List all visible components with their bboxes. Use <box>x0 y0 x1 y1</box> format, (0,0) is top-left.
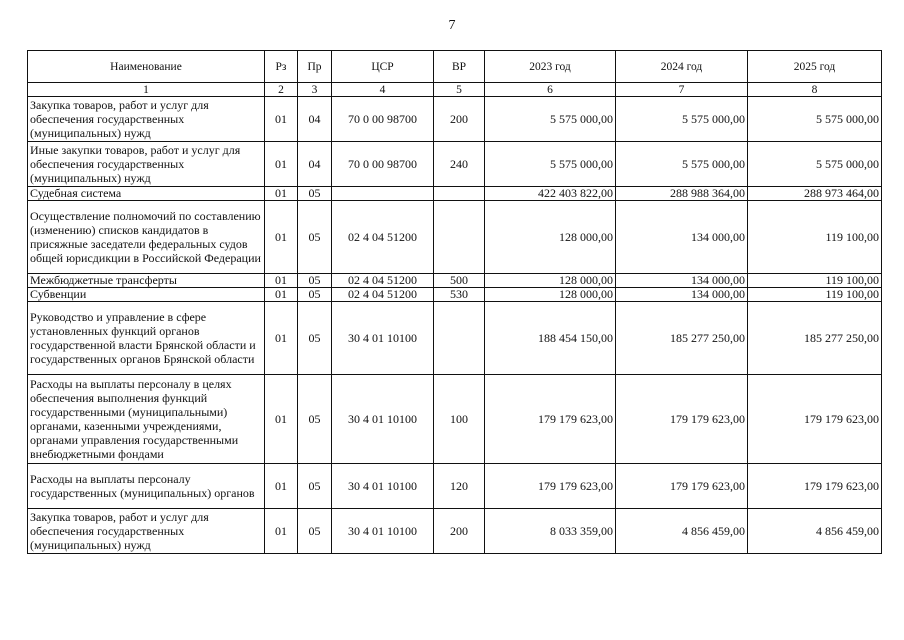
row-name: Закупка товаров, работ и услуг для обеспечения государственных (муниципальных) нужд <box>28 97 265 142</box>
row-amount-2025: 288 973 464,00 <box>748 187 882 201</box>
row-amount-2023: 128 000,00 <box>485 274 616 288</box>
row-name: Судебная система <box>28 187 265 201</box>
row-amount-2024: 4 856 459,00 <box>616 509 748 554</box>
column-header: 2024 год <box>616 51 748 83</box>
row-name: Закупка товаров, работ и услуг для обеспечения государственных (муниципальных) нужд <box>28 509 265 554</box>
row-csr: 30 4 01 10100 <box>332 509 434 554</box>
row-csr: 02 4 04 51200 <box>332 201 434 274</box>
row-name: Иные закупки товаров, работ и услуг для обеспечения государственных (муниципальных) нужд <box>28 142 265 187</box>
column-header: ВР <box>434 51 485 83</box>
row-pr: 05 <box>298 187 332 201</box>
table-row <box>28 464 882 509</box>
row-amount-2024: 134 000,00 <box>616 288 748 302</box>
row-vr: 120 <box>434 464 485 509</box>
column-number: 2 <box>265 83 298 97</box>
row-rz: 01 <box>265 97 298 142</box>
row-amount-2024: 134 000,00 <box>616 201 748 274</box>
row-vr <box>434 302 485 375</box>
row-amount-2023: 8 033 359,00 <box>485 509 616 554</box>
row-pr: 05 <box>298 201 332 274</box>
budget-table <box>27 50 882 554</box>
column-number: 6 <box>485 83 616 97</box>
row-amount-2023: 179 179 623,00 <box>485 375 616 464</box>
row-pr: 05 <box>298 302 332 375</box>
column-number: 1 <box>28 83 265 97</box>
row-vr: 100 <box>434 375 485 464</box>
row-amount-2025: 4 856 459,00 <box>748 509 882 554</box>
row-rz: 01 <box>265 509 298 554</box>
row-amount-2023: 422 403 822,00 <box>485 187 616 201</box>
row-vr <box>434 201 485 274</box>
row-vr: 530 <box>434 288 485 302</box>
row-name: Субвенции <box>28 288 265 302</box>
row-rz: 01 <box>265 201 298 274</box>
table-row <box>28 187 882 201</box>
column-header: Наименование <box>28 51 265 83</box>
row-amount-2024: 185 277 250,00 <box>616 302 748 375</box>
table-row <box>28 375 882 464</box>
table-row <box>28 274 882 288</box>
row-amount-2023: 128 000,00 <box>485 288 616 302</box>
row-csr: 30 4 01 10100 <box>332 375 434 464</box>
row-amount-2025: 179 179 623,00 <box>748 464 882 509</box>
column-header: Рз <box>265 51 298 83</box>
row-vr: 200 <box>434 509 485 554</box>
row-csr: 70 0 00 98700 <box>332 142 434 187</box>
row-name: Руководство и управление в сфере установленных функций органов государственной власти Брянской области и государственных органов Брянской области <box>28 302 265 375</box>
row-amount-2023: 128 000,00 <box>485 201 616 274</box>
row-rz: 01 <box>265 274 298 288</box>
column-number: 7 <box>616 83 748 97</box>
table-row <box>28 97 882 142</box>
row-pr: 05 <box>298 274 332 288</box>
row-csr: 02 4 04 51200 <box>332 288 434 302</box>
row-vr: 240 <box>434 142 485 187</box>
row-amount-2025: 185 277 250,00 <box>748 302 882 375</box>
row-rz: 01 <box>265 464 298 509</box>
row-amount-2024: 288 988 364,00 <box>616 187 748 201</box>
row-name: Осуществление полномочий по составлению (изменению) списков кандидатов в присяжные заседатели федеральных судов общей юрисдикции в Российской Федерации <box>28 201 265 274</box>
row-csr: 02 4 04 51200 <box>332 274 434 288</box>
column-number: 8 <box>748 83 882 97</box>
table-row <box>28 142 882 187</box>
row-amount-2025: 5 575 000,00 <box>748 142 882 187</box>
row-amount-2023: 188 454 150,00 <box>485 302 616 375</box>
row-amount-2024: 179 179 623,00 <box>616 375 748 464</box>
row-vr <box>434 187 485 201</box>
row-vr: 200 <box>434 97 485 142</box>
table-row <box>28 302 882 375</box>
row-csr: 30 4 01 10100 <box>332 302 434 375</box>
row-amount-2025: 179 179 623,00 <box>748 375 882 464</box>
column-header: Пр <box>298 51 332 83</box>
row-name: Расходы на выплаты персоналу в целях обеспечения выполнения функций государственными (муниципальными) органами, казенными учреждениями, органами управления государственными внебюджетными фондами <box>28 375 265 464</box>
column-header: 2023 год <box>485 51 616 83</box>
column-number: 3 <box>298 83 332 97</box>
row-amount-2025: 119 100,00 <box>748 201 882 274</box>
column-header: 2025 год <box>748 51 882 83</box>
row-rz: 01 <box>265 288 298 302</box>
column-number: 5 <box>434 83 485 97</box>
row-csr: 70 0 00 98700 <box>332 97 434 142</box>
row-amount-2023: 5 575 000,00 <box>485 142 616 187</box>
row-amount-2024: 5 575 000,00 <box>616 142 748 187</box>
row-amount-2023: 5 575 000,00 <box>485 97 616 142</box>
column-number: 4 <box>332 83 434 97</box>
row-csr <box>332 187 434 201</box>
row-amount-2025: 119 100,00 <box>748 274 882 288</box>
table-row <box>28 288 882 302</box>
row-rz: 01 <box>265 375 298 464</box>
row-rz: 01 <box>265 302 298 375</box>
row-vr: 500 <box>434 274 485 288</box>
row-amount-2025: 119 100,00 <box>748 288 882 302</box>
row-pr: 05 <box>298 464 332 509</box>
row-amount-2024: 5 575 000,00 <box>616 97 748 142</box>
table-row <box>28 509 882 554</box>
row-amount-2025: 5 575 000,00 <box>748 97 882 142</box>
row-name: Межбюджетные трансферты <box>28 274 265 288</box>
row-amount-2024: 179 179 623,00 <box>616 464 748 509</box>
row-rz: 01 <box>265 187 298 201</box>
row-pr: 05 <box>298 375 332 464</box>
page-number: 7 <box>448 18 456 33</box>
row-pr: 04 <box>298 142 332 187</box>
row-amount-2024: 134 000,00 <box>616 274 748 288</box>
table-row <box>28 201 882 274</box>
column-number-row <box>28 83 882 97</box>
row-amount-2023: 179 179 623,00 <box>485 464 616 509</box>
row-pr: 05 <box>298 288 332 302</box>
column-header: ЦСР <box>332 51 434 83</box>
row-rz: 01 <box>265 142 298 187</box>
row-name: Расходы на выплаты персоналу государственных (муниципальных) органов <box>28 464 265 509</box>
table-header-row <box>28 51 882 83</box>
row-pr: 05 <box>298 509 332 554</box>
row-csr: 30 4 01 10100 <box>332 464 434 509</box>
row-pr: 04 <box>298 97 332 142</box>
